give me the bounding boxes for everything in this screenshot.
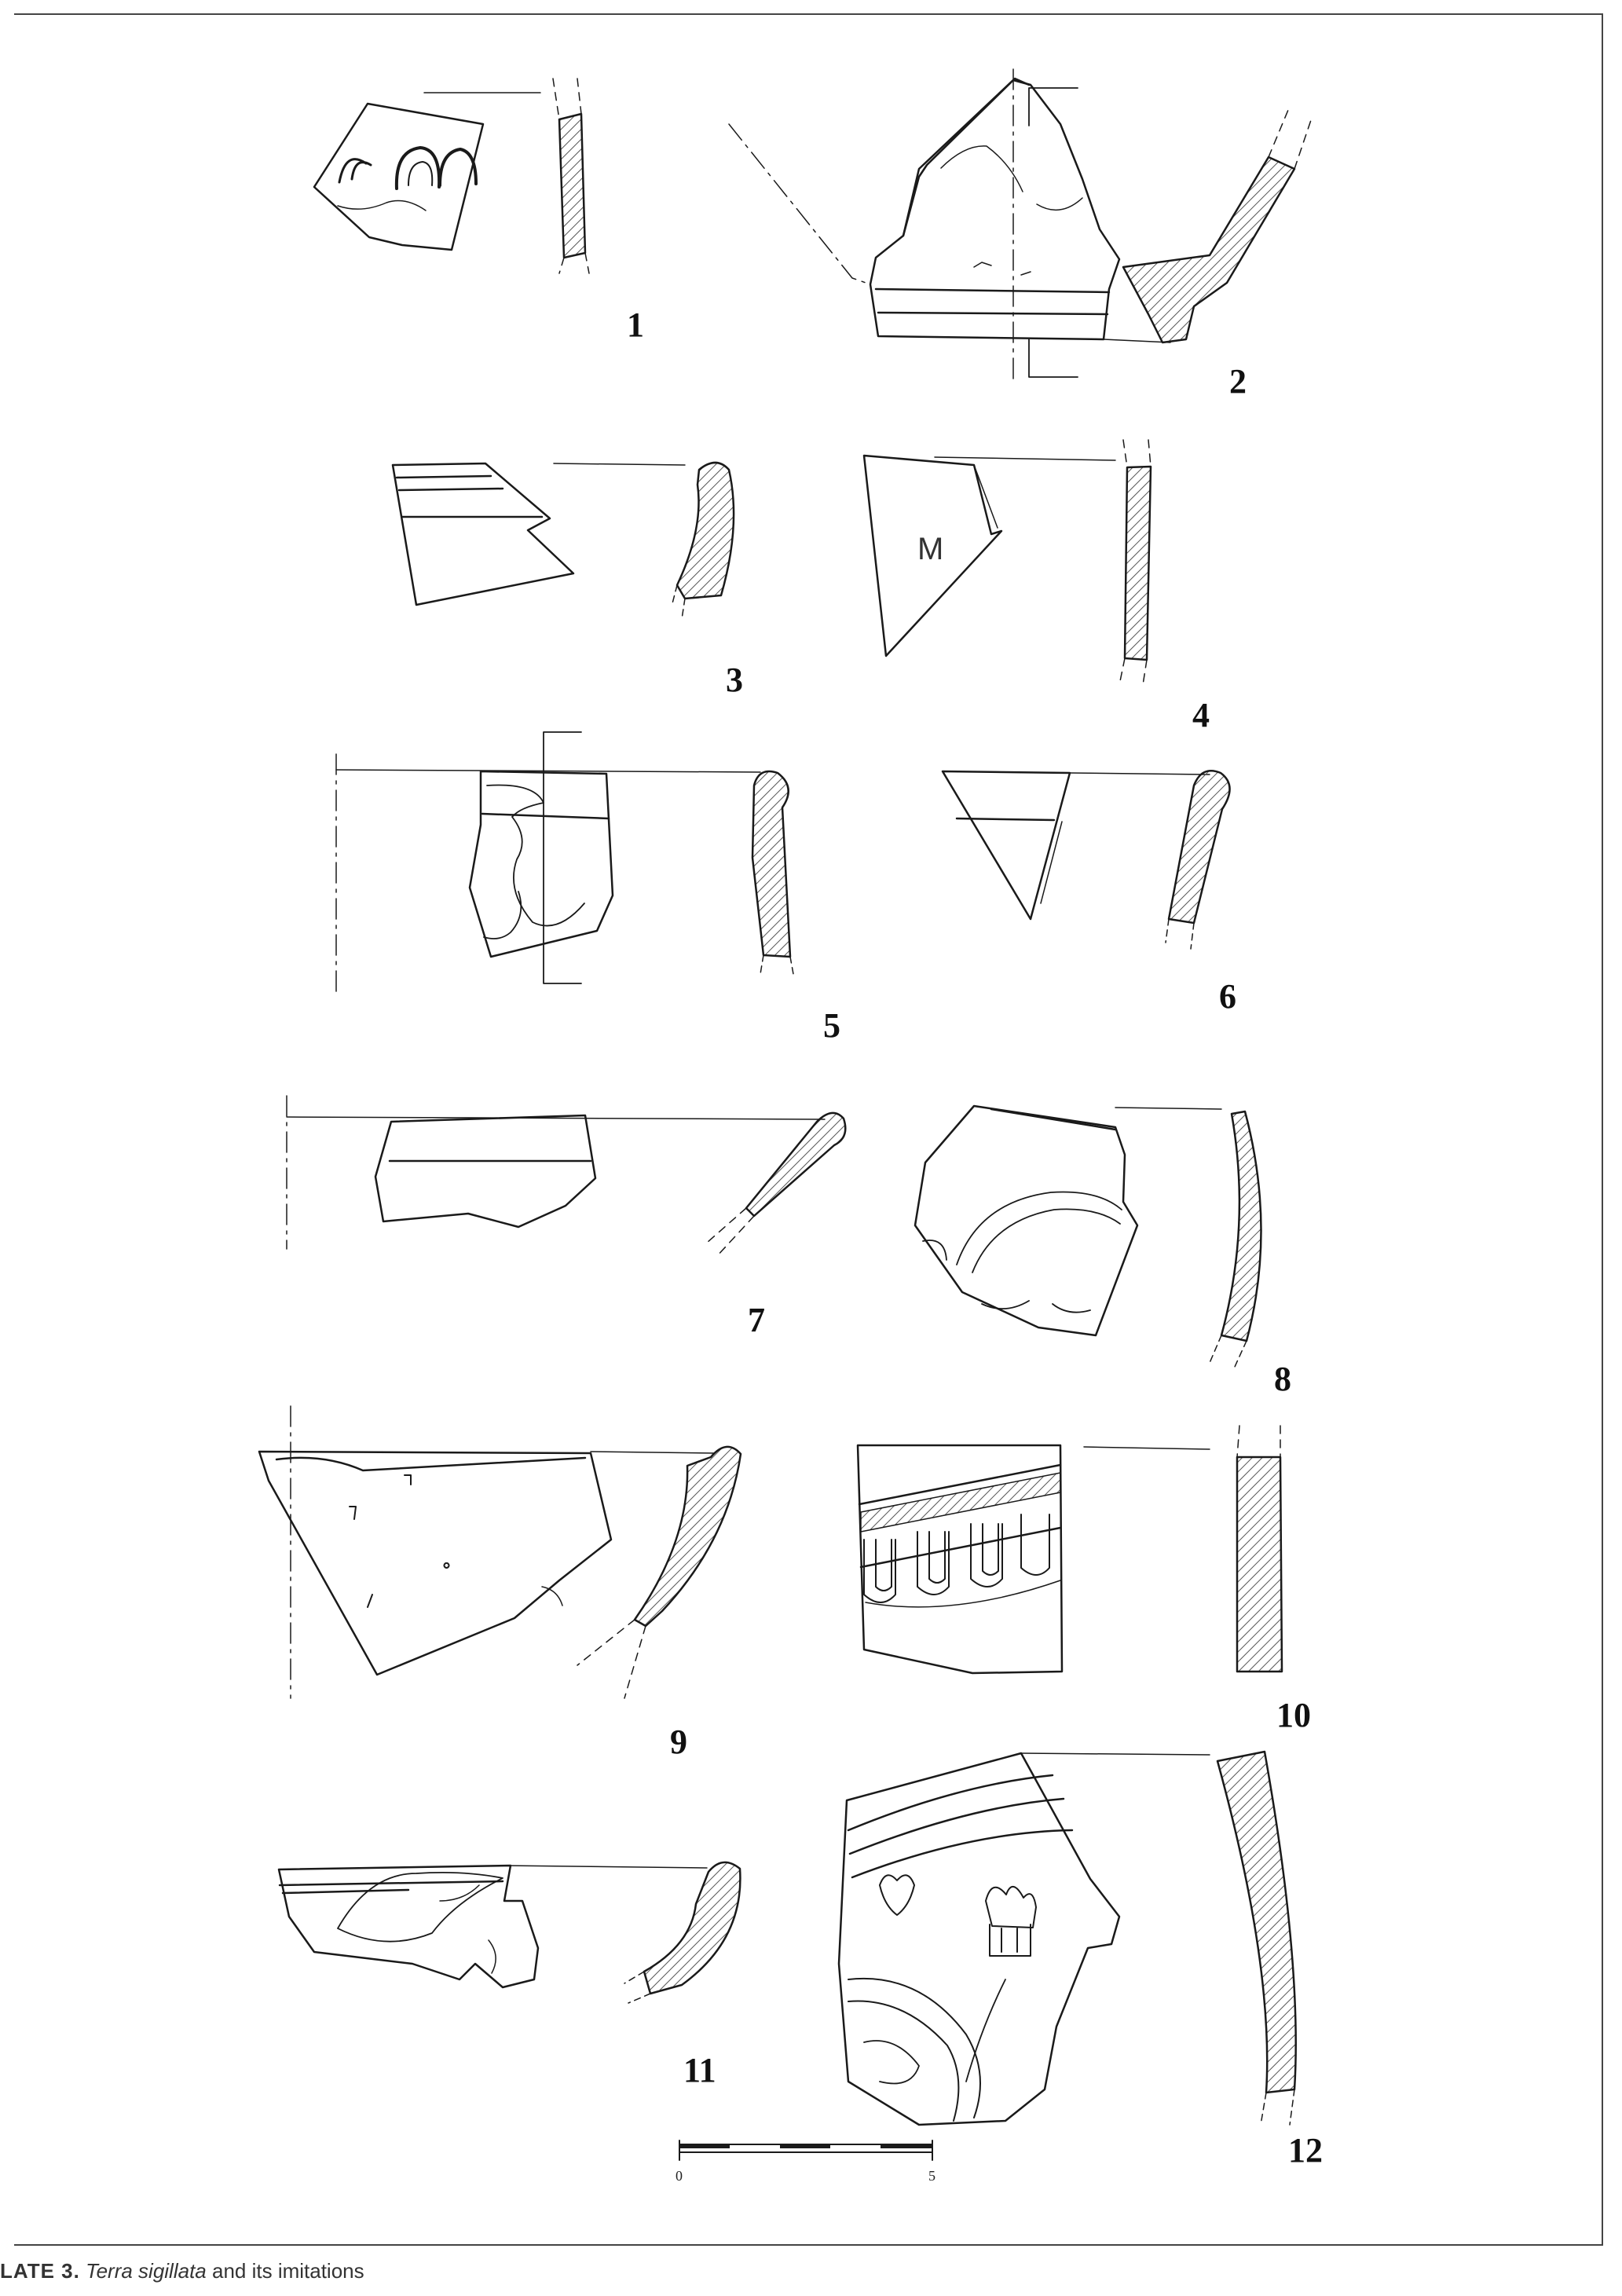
plate-label: LATE 3. bbox=[0, 2259, 80, 2283]
plate-frame bbox=[14, 14, 1602, 2245]
fig-4-sherd bbox=[864, 456, 1115, 656]
figure-number-11: 11 bbox=[683, 2051, 716, 2089]
scale-start-label: 0 bbox=[676, 2168, 683, 2184]
figure-number-12: 12 bbox=[1288, 2131, 1323, 2170]
fig-12-profile bbox=[1217, 1752, 1296, 2125]
caption-title-rest: and its imitations bbox=[206, 2259, 364, 2283]
fig-8-sherd bbox=[915, 1106, 1221, 1335]
fig-10-profile bbox=[1237, 1426, 1282, 1672]
figure-number-2: 2 bbox=[1229, 362, 1247, 401]
figure-number-1: 1 bbox=[627, 306, 644, 344]
fig-11-sherd bbox=[279, 1866, 707, 1987]
fig-2-profile bbox=[1123, 110, 1312, 342]
figure-number-8: 8 bbox=[1274, 1360, 1291, 1398]
fig-3-profile bbox=[672, 463, 734, 619]
fig-6-profile bbox=[1166, 771, 1230, 949]
fig-11-profile bbox=[624, 1862, 740, 2003]
fig-1-sherd bbox=[314, 104, 483, 250]
scale-bar bbox=[679, 2140, 932, 2160]
figure-number-4: 4 bbox=[1192, 696, 1210, 734]
fig-4-profile bbox=[1119, 440, 1151, 685]
fig-8-profile bbox=[1210, 1111, 1261, 1367]
figure-number-10: 10 bbox=[1276, 1696, 1311, 1734]
figure-number-3: 3 bbox=[726, 661, 743, 699]
figure-number-9: 9 bbox=[670, 1723, 687, 1761]
scale-end-label: 5 bbox=[928, 2168, 935, 2184]
fig-2-sherd bbox=[729, 69, 1170, 383]
figure-number-6: 6 bbox=[1219, 977, 1236, 1016]
fig-5-profile bbox=[752, 771, 793, 974]
fig-9-sherd bbox=[259, 1406, 715, 1698]
figure-number-7: 7 bbox=[748, 1301, 765, 1339]
incised-letter: M bbox=[917, 532, 944, 566]
fig-3-sherd bbox=[393, 463, 685, 605]
caption-title-italic: Terra sigillata bbox=[86, 2259, 207, 2283]
fig-7-profile bbox=[707, 1113, 845, 1257]
fig-10-sherd bbox=[858, 1445, 1210, 1673]
plate-caption bbox=[0, 2259, 1178, 2291]
fig-12-sherd bbox=[839, 1753, 1210, 2125]
fig-9-profile bbox=[577, 1447, 741, 1698]
fig-6-sherd bbox=[943, 771, 1210, 919]
fig-1-profile bbox=[424, 79, 589, 273]
fig-5-sherd bbox=[336, 732, 760, 991]
figure-number-5: 5 bbox=[823, 1006, 840, 1045]
